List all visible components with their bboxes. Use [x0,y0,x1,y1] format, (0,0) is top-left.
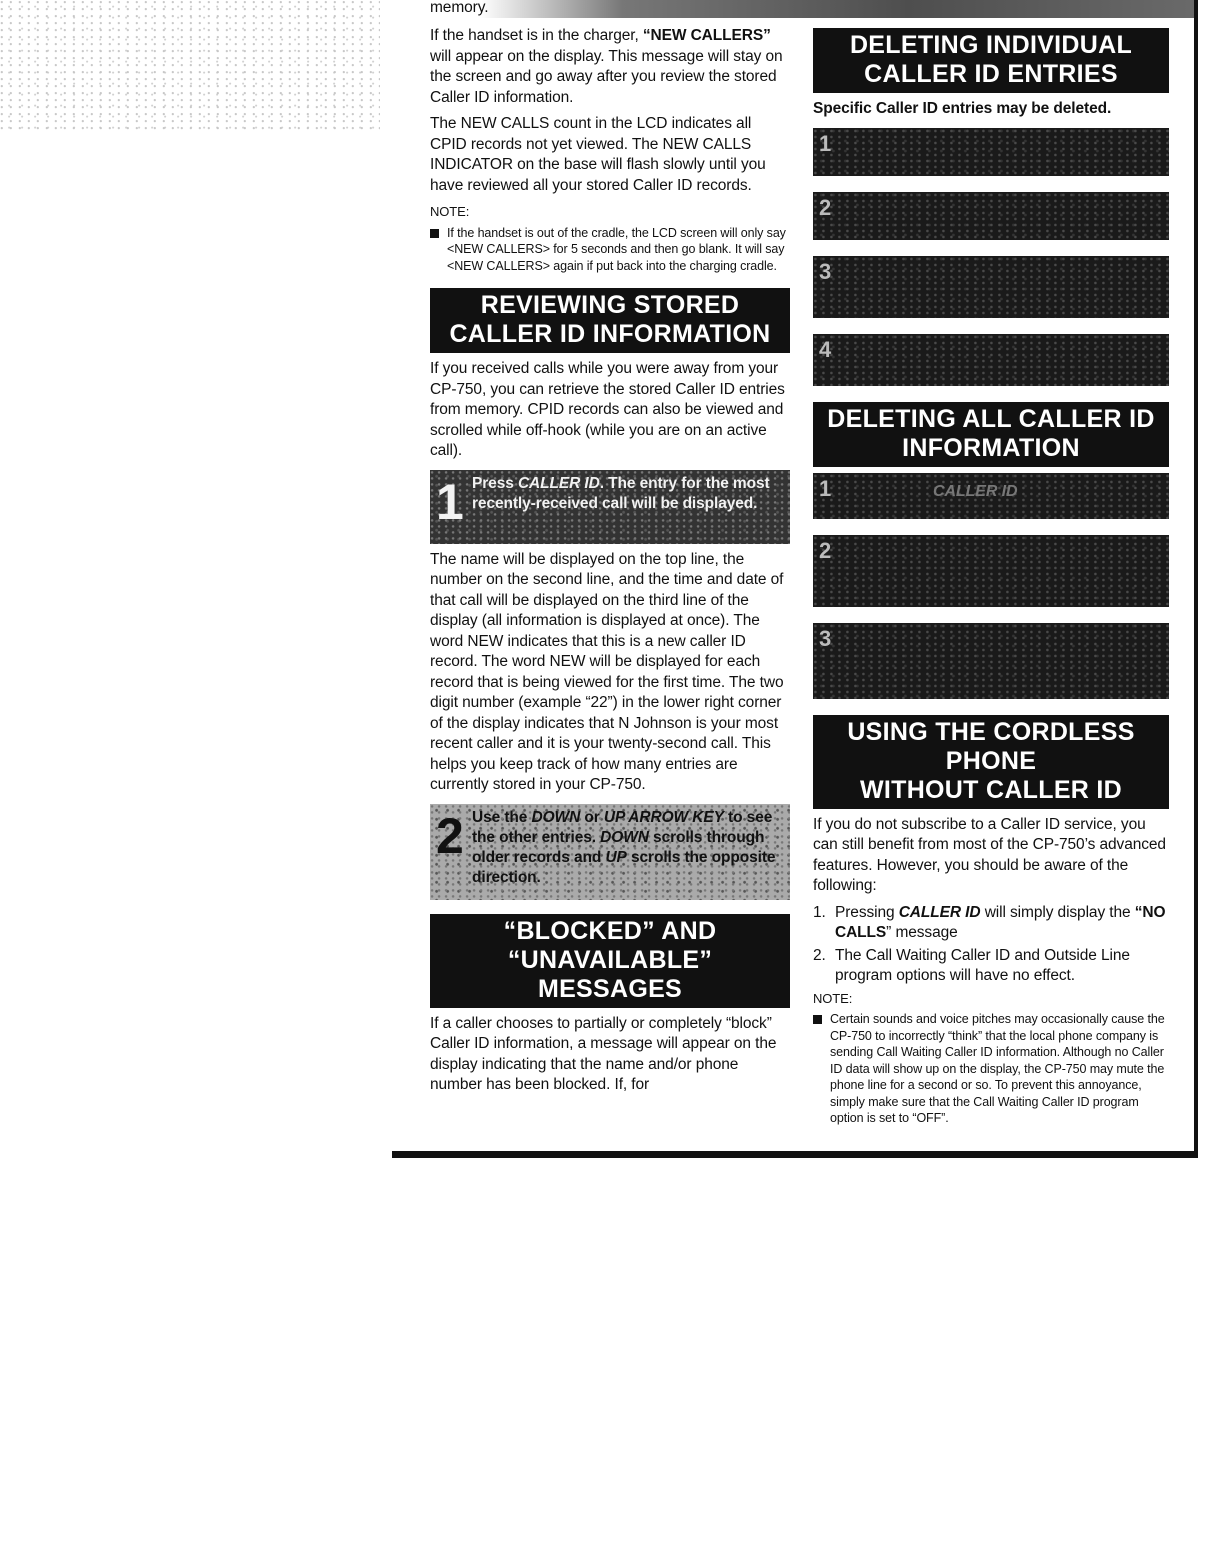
para1-text-end: will appear on the display. This message will stay on the screen and go away after you review the stored Caller ID information. [430,47,783,106]
step-2-box [430,804,790,900]
step-text: . The entry for the most recently-received call will be displayed. [472,474,770,512]
header-line: DELETING INDIVIDUAL [849,31,1133,59]
memory-fragment: memory. [430,0,489,16]
step-number: 1 [436,473,464,530]
header-line: CALLER ID ENTRIES [864,60,1118,88]
section-header-deleting-individual [813,28,1169,93]
delete-step-2 [813,192,1169,240]
scan-speckle [0,0,380,130]
step-number: 1 [819,475,832,501]
up-key-label: UP [605,848,627,866]
page-frame-right [1194,0,1198,1155]
no-calls-label: “NO CALLS [835,903,1166,941]
new-callers-paragraph [430,26,790,108]
step-number: 1 [819,130,832,156]
right-column [813,28,1169,1127]
delete-all-step-2 [813,535,1169,607]
caller-id-key-label: CALLER ID [933,482,1018,500]
header-line: DELETING ALL CALLER ID [827,404,1155,433]
note-item: If the handset is out of the cradle, the LCD screen will only say <NEW CALLERS> for 5 seconds and then go blank. It will say <NEW CALLERS> again if put back into the charging cradle. [430,225,790,275]
note-list [813,1011,1169,1127]
list-item [813,903,1169,944]
without-caller-id-list [813,903,1169,987]
step-text: scrolls through older records and [472,828,765,866]
step-text: to see the other entries. [472,808,773,846]
header-line: USING THE CORDLESS PHONE [847,717,1135,775]
left-column [430,0,790,1102]
note-label: NOTE: [813,990,853,1006]
note-item: Certain sounds and voice pitches may occasionally cause the CP-750 to incorrectly “think” that the local phone company is sending Call Waiting Caller ID information. Although no Caller ID data will show up on the display, the CP-750 may mute the phone line for a second or so. To prevent this annoyance, simply make sure that the Call Waiting Caller ID program option is set to “OFF”. [813,1011,1169,1127]
step-text: scrolls the opposite direction. [472,848,776,886]
header-line: CALLER ID INFORMATION [449,320,771,348]
deleting-individual-intro: Specific Caller ID entries may be deleted. [813,100,1112,117]
step-text: Use the [472,808,532,826]
up-arrow-key-label: UP ARROW KEY [603,808,724,826]
step-number: 4 [819,336,832,362]
delete-all-step-3 [813,623,1169,699]
list-item [813,946,1169,987]
step-2-text [472,808,786,888]
header-line: INFORMATION [902,433,1080,462]
header-line: WITHOUT CALLER ID [859,775,1122,804]
item-text: Pressing [835,903,899,921]
step-number: 2 [436,807,464,864]
down-key-label: DOWN [531,808,581,826]
down-key-label: DOWN [600,828,649,846]
item-text: ” message [886,924,958,941]
section-header-without-caller-id [813,715,1169,809]
step-1-box [430,470,790,544]
header-line: “UNAVAILABLE” MESSAGES [507,945,713,1003]
section-header-deleting-all [813,402,1169,467]
blocked-body: If a caller chooses to partially or completely “block” Caller ID information, a message will appear on the display indicating that the name and/or phone number has been blocked. If, for [430,1014,777,1093]
step-text: or [580,808,604,826]
step-number: 2 [819,194,832,220]
delete-step-1 [813,128,1169,176]
step-number: 3 [819,258,832,284]
note-label: NOTE: [430,204,470,219]
header-line: “BLOCKED” AND [503,916,717,945]
note-list [430,225,790,275]
reviewing-intro: If you received calls while you were away from your CP-750, you can retrieve the stored Caller ID entries from memory. CPID records can also be viewed and scrolled while off-hook (while you are on an active call). [430,360,785,459]
new-callers-label: “NEW CALLERS” [642,27,771,44]
step-number: 3 [819,625,832,651]
item-number: 2. [813,946,826,964]
item-text: will simply display the [980,903,1135,921]
item-number: 1. [813,903,826,921]
step-1-text [472,474,786,514]
delete-step-4 [813,334,1169,386]
reviewing-body: The name will be displayed on the top line, the number on the second line, and the time and date of that call will be displayed on the third line of the display (all information is displayed at once). The word NEW indicates that this is a new caller ID record. The word NEW will be displayed for each record that is being viewed for the first time. The two digit number (example “22”) in the lower right corner of the display indicates that N Johnson is your most recent caller and it is your twenty-second call. This helps you keep track of how many entries are currently stored in your CP-750. [430,550,784,793]
para1-text: If the handset is in the charger, [430,27,643,44]
section-header-reviewing [430,288,790,353]
header-line: REVIEWING STORED [480,291,740,319]
item-text: The Call Waiting Caller ID and Outside Line program options will have no effect. [835,946,1130,984]
step-text: Press [472,474,518,492]
page-frame-bottom [392,1151,1198,1158]
delete-all-step-1 [813,473,1169,519]
without-caller-id-intro: If you do not subscribe to a Caller ID service, you can still benefit from most of the CP-750’s advanced features. However, you should be aware of the following: [813,815,1166,894]
caller-id-key-label: CALLER ID [517,474,600,492]
caller-id-key-label: CALLER ID [898,903,981,921]
step-number: 2 [819,537,832,563]
delete-step-3 [813,256,1169,318]
new-calls-paragraph: The NEW CALLS count in the LCD indicates all CPID records not yet viewed. The NEW CALLS INDICATOR on the base will flash slowly until you have reviewed all your stored Caller ID records. [430,115,766,194]
section-header-blocked [430,914,790,1008]
